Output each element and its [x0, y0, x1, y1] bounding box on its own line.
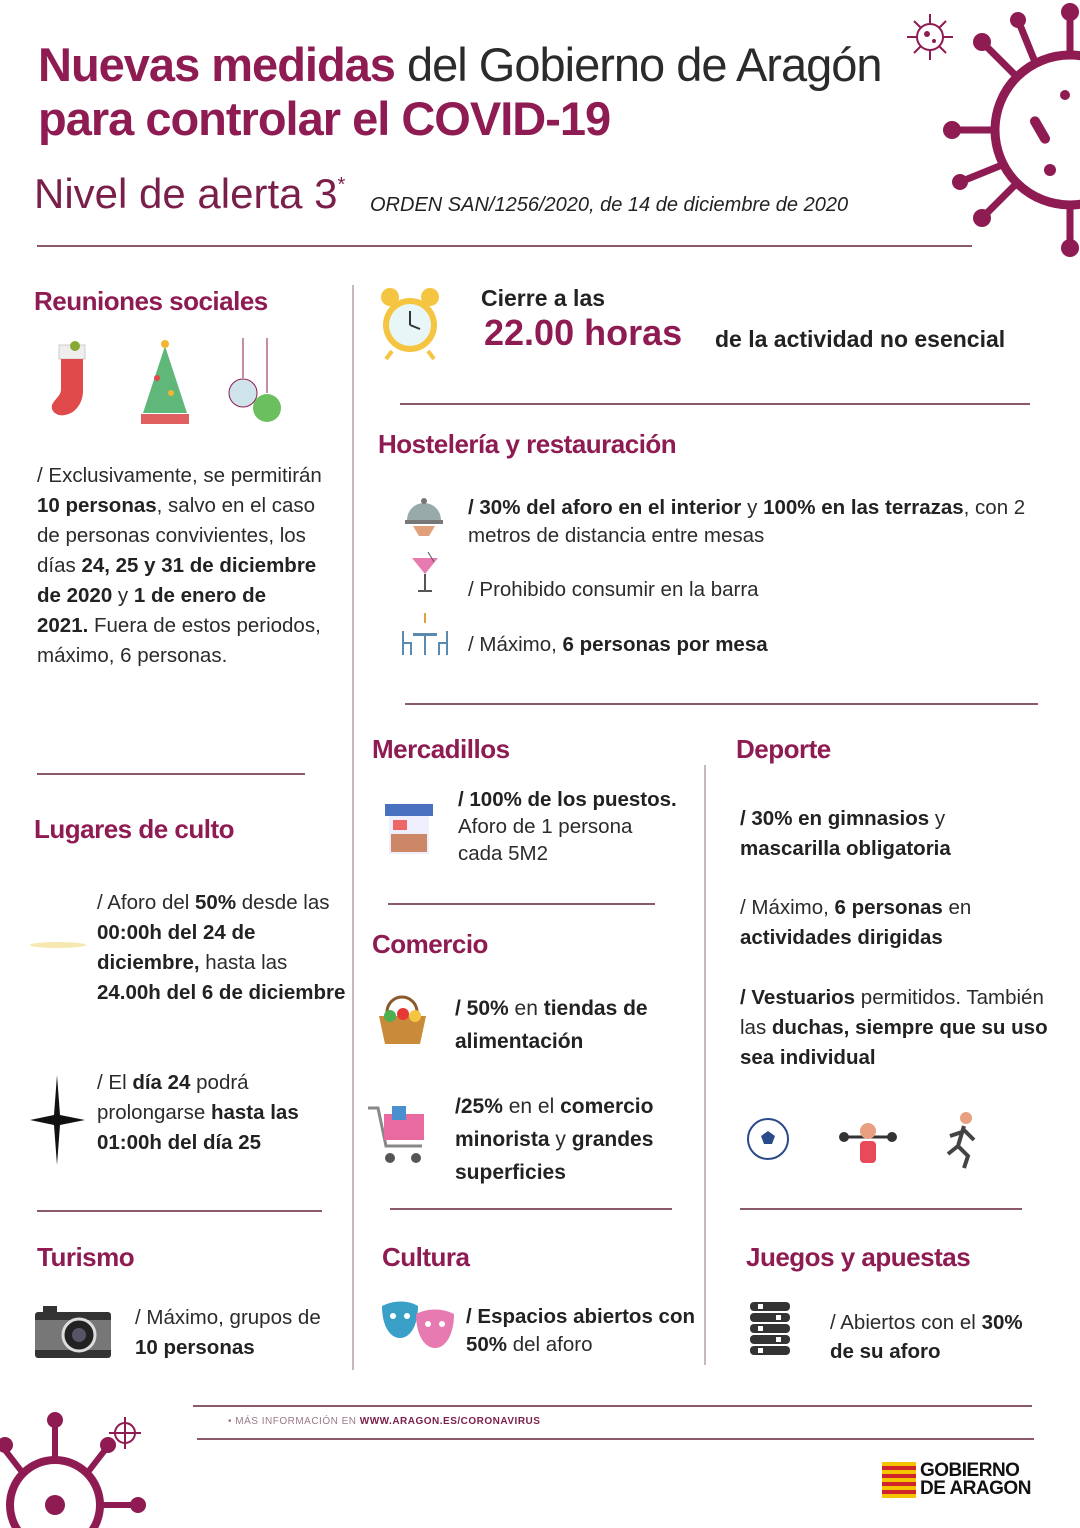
text-segment: / Prohibido consumir en la barra [468, 578, 759, 601]
comercio-text-1 [455, 992, 695, 1058]
deporte-text-3 [740, 983, 1060, 1073]
mercadillos-text [458, 786, 678, 867]
star-icon [30, 1075, 85, 1165]
text-segment: duchas, siempre que su uso sea individual [740, 1016, 1048, 1069]
divider [388, 903, 655, 905]
text-segment: comercio minorista [455, 1095, 654, 1151]
section-heading-turismo: Turismo [37, 1242, 135, 1272]
more-info-label: • MÁS INFORMACIÓN EN [228, 1416, 360, 1427]
christmas-tree-icon [135, 338, 195, 428]
cierre-time: 22.00 horas [484, 312, 683, 353]
text-segment: , con 2 metros de distancia entre mesas [468, 496, 1026, 547]
virus-decoration-icon [940, 0, 1080, 260]
text-segment: del aforo [507, 1333, 593, 1356]
reuniones-text [37, 461, 322, 671]
text-segment: / 100% de los puestos. [458, 788, 677, 811]
deporte-text-2 [740, 893, 1040, 953]
divider [37, 1210, 322, 1212]
section-heading-hosteleria: Hostelería y restauración [378, 429, 677, 459]
text-segment: / Vestuarios [740, 986, 856, 1009]
text-segment: / Máximo, grupos de [135, 1306, 321, 1329]
more-info-link[interactable]: WWW.ARAGON.ES/CORONAVIRUS [359, 1416, 541, 1427]
grocery-basket-icon [375, 992, 430, 1047]
footer-divider-top [193, 1405, 1032, 1407]
runner-icon [940, 1110, 980, 1170]
header-divider [37, 245, 972, 247]
divider [400, 403, 1030, 405]
text-segment: 50% [195, 891, 237, 914]
text-segment: / Abiertos con el [830, 1311, 982, 1334]
text-segment: en [942, 896, 972, 919]
text-segment: , salvo en el caso de personas convivientes, los días [37, 494, 316, 577]
cloche-icon [403, 492, 445, 540]
page-title [38, 38, 898, 146]
camera-icon [35, 1306, 111, 1358]
text-segment: 1 de enero de 2021. [37, 584, 267, 637]
section-heading-deporte: Deporte [736, 734, 831, 764]
turismo-text [135, 1303, 335, 1363]
text-segment: día 24 [132, 1071, 191, 1094]
virus-decoration-bottom-icon [0, 1400, 150, 1528]
text-segment: podrá prolongarse [97, 1071, 249, 1124]
alarm-clock-icon [378, 283, 443, 361]
text-segment: en [508, 997, 544, 1020]
text-segment: tiendas de alimentación [455, 997, 648, 1053]
text-segment: 30% de su aforo [830, 1311, 1023, 1363]
text-segment: hasta las [199, 951, 288, 974]
text-segment: / 30% en gimnasios [740, 807, 930, 830]
text-segment: / Espacios abiertos con 50% [466, 1305, 695, 1356]
order-reference: ORDEN SAN/1256/2020, de 14 de diciembre de 2020 [370, 194, 849, 216]
text-segment: actividades dirigidas [740, 926, 943, 949]
text-segment: permitidos. También las [740, 986, 1044, 1039]
text-segment: 6 personas [834, 896, 943, 919]
juegos-text [830, 1308, 1030, 1366]
section-heading-culto: Lugares de culto [34, 814, 235, 844]
column-divider-left [352, 285, 354, 1370]
text-segment: Fuera de estos periodos, máximo, 6 personas. [37, 614, 321, 667]
text-segment: 10 personas [135, 1336, 255, 1359]
hosteleria-text-2 [468, 575, 1028, 605]
footer-divider-bottom [197, 1438, 1034, 1440]
text-segment: hasta las 01:00h del día 25 [97, 1101, 299, 1154]
text-segment: desde las [236, 891, 330, 914]
hosteleria-text-1 [468, 494, 1038, 550]
text-segment: del Gobierno de Aragón [394, 38, 882, 91]
alert-level [34, 170, 345, 218]
text-segment: 24.00h del 6 de diciembre [97, 981, 346, 1004]
stocking-icon [45, 340, 100, 425]
divider [390, 1208, 672, 1210]
text-segment: en el [502, 1095, 561, 1118]
text-segment: para controlar el COVID-19 [38, 92, 611, 145]
gobierno-aragon-logo [882, 1462, 1031, 1498]
text-segment: grandes superficies [455, 1128, 654, 1184]
sparkle-icon [28, 925, 88, 965]
section-heading-comercio: Comercio [372, 929, 488, 959]
alert-level-text: Nivel de alerta 3 [34, 170, 338, 217]
text-segment: Aforo de 1 persona cada 5M2 [458, 815, 633, 865]
text-segment: 00:00h del 24 de diciembre, [97, 921, 256, 974]
shopping-cart-icon [366, 1100, 432, 1166]
text-segment: 6 personas por mesa [562, 633, 768, 656]
text-segment: y [549, 1128, 572, 1151]
comercio-text-2 [455, 1090, 700, 1189]
cultura-text [466, 1303, 696, 1359]
text-segment: y [741, 496, 764, 519]
text-segment: Nuevas medidas [38, 38, 395, 91]
section-heading-juegos: Juegos y apuestas [746, 1242, 971, 1272]
section-heading-cultura: Cultura [382, 1242, 470, 1272]
text-segment: / Máximo, [468, 633, 563, 656]
text-segment: / Aforo del [97, 891, 196, 914]
section-heading-reuniones: Reuniones sociales [34, 286, 268, 316]
soccer-ball-icon [746, 1117, 790, 1161]
divider [405, 703, 1038, 705]
culto-text-1 [97, 888, 347, 1008]
text-segment: / 50% [455, 997, 509, 1020]
table-chairs-icon [400, 613, 450, 658]
deporte-text-1 [740, 804, 1040, 864]
culto-text-2 [97, 1068, 337, 1158]
more-info [228, 1416, 540, 1427]
text-segment: 10 personas [37, 494, 157, 517]
column-divider-right [704, 765, 706, 1365]
theater-masks-icon [380, 1300, 456, 1352]
text-segment: / Máximo, [740, 896, 835, 919]
text-segment: y [112, 584, 134, 607]
cocktail-icon [410, 552, 440, 594]
casino-chips-icon [748, 1300, 792, 1360]
logo-line2: DE ARAGON [920, 1478, 1031, 1499]
text-segment: 24, 25 y 31 de diciembre de 2020 [37, 554, 317, 607]
cierre-line2: de la actividad no esencial [715, 326, 1006, 352]
aragon-flag-icon [882, 1462, 916, 1498]
ornaments-icon [225, 338, 285, 428]
text-segment: mascarilla obligatoria [740, 837, 951, 860]
logo-line1: GOBIERNO [920, 1460, 1020, 1481]
text-segment: / Exclusivamente, se permitirán [37, 464, 322, 487]
text-segment: / El [97, 1071, 133, 1094]
divider [740, 1208, 1022, 1210]
text-segment: / 30% del aforo en el interior [468, 496, 742, 519]
text-segment: 100% en las terrazas [763, 496, 964, 519]
small-virus-icon [905, 12, 955, 62]
hosteleria-text-3 [468, 630, 1028, 660]
text-segment: y [929, 807, 946, 830]
alert-asterisk: * [337, 174, 346, 196]
divider [37, 773, 305, 775]
weightlifter-icon [838, 1115, 898, 1167]
section-heading-mercadillos: Mercadillos [372, 734, 510, 764]
market-stall-icon [383, 802, 435, 856]
cierre-line1: Cierre a las [481, 285, 606, 311]
text-segment: /25% [455, 1095, 503, 1118]
